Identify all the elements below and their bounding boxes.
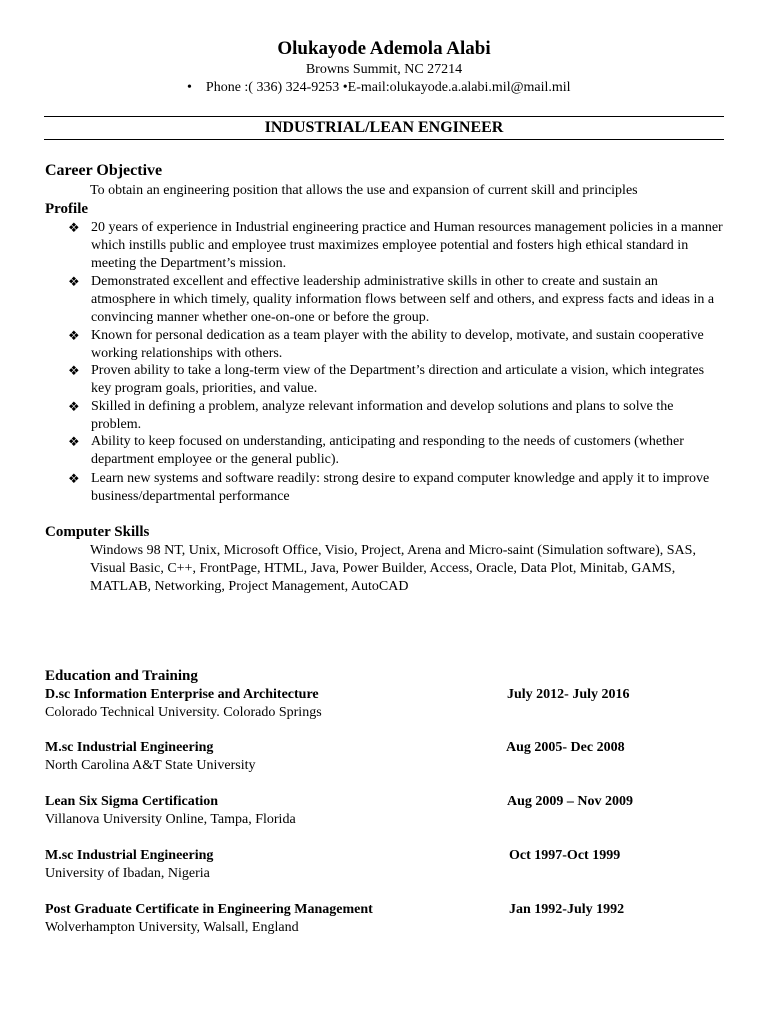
address: Browns Summit, NC 27214 [305,62,463,77]
bottom-divider [44,139,724,140]
diamond-bullet-icon: ❖ [68,434,80,449]
diamond-bullet-icon: ❖ [68,274,80,289]
diamond-bullet-icon: ❖ [68,471,80,486]
diamond-bullet-icon: ❖ [68,399,80,414]
degree-title: D.sc Information Enterprise and Architecture [45,687,319,702]
degree-dates: Aug 2005- Dec 2008 [506,740,625,755]
school-name: Wolverhampton University, Walsall, England [45,920,299,935]
school-name: University of Ibadan, Nigeria [45,866,210,881]
candidate-name: Olukayode Ademola Alabi [277,38,491,59]
degree-dates: Jan 1992-July 1992 [509,902,625,917]
degree-title: M.sc Industrial Engineering [45,848,214,863]
diamond-bullet-icon: ❖ [68,220,80,235]
degree-dates: July 2012- July 2016 [507,687,630,702]
school-name: North Carolina A&T State University [45,758,256,773]
computer-skills-text: Windows 98 NT, Unix, Microsoft Office, Visio, Project, Arena and Micro-saint (Simulation software), SAS, Visual Basic, C++, FrontPage, HTML, Java, Power Builder, Access, Oracle, Data Plot, Minitab, GAMS, MATLAB, Networking, Project Management, AutoCAD [90,543,696,594]
school-name: Villanova University Online, Tampa, Florida [45,812,296,827]
contact-line [187,80,571,96]
profile-heading: Profile [45,201,89,217]
education-heading: Education and Training [45,668,198,684]
top-divider [44,116,724,117]
career-objective-text: To obtain an engineering position that allows the use and expansion of current skill and principles [90,183,638,198]
diamond-bullet-icon: ❖ [68,363,80,378]
contact-info: Phone :( 336) 324-9253 •E-mail:olukayode.a.alabi.mil@mail.mil [205,80,571,95]
degree-title: M.sc Industrial Engineering [45,740,214,755]
job-title: INDUSTRIAL/LEAN ENGINEER [264,119,504,136]
degree-title: Post Graduate Certificate in Engineering Management [45,902,373,917]
degree-dates: Oct 1997-Oct 1999 [509,848,621,863]
school-name: Colorado Technical University. Colorado Springs [45,705,322,720]
computer-skills-heading: Computer Skills [45,524,150,540]
diamond-bullet-icon: ❖ [68,328,80,343]
degree-dates: Aug 2009 – Nov 2009 [507,794,634,809]
bullet-icon: • [187,80,192,95]
career-objective-heading: Career Objective [45,162,163,179]
degree-title: Lean Six Sigma Certification [45,794,219,809]
